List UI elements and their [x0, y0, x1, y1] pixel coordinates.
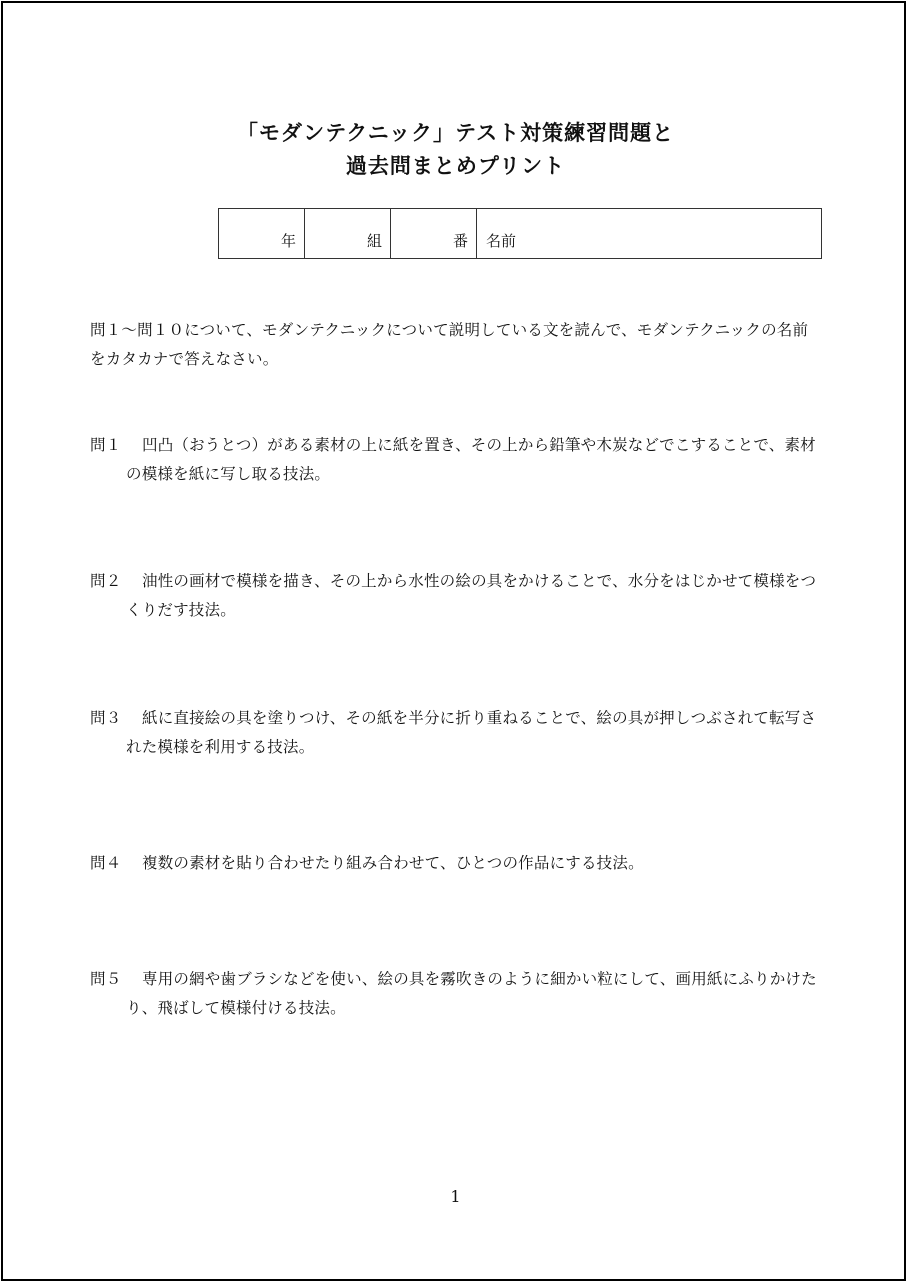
student-number-label: 番	[452, 232, 468, 250]
question-label: 問１	[90, 436, 122, 454]
class-label: 組	[366, 232, 382, 250]
question-text: 紙に直接絵の具を塗りつけ、その紙を半分に折り重ねることで、絵の具が押しつぶされて転写された模様を利用する技法。	[126, 709, 817, 756]
document-title-line-2: 過去問まとめプリント	[345, 154, 566, 178]
question-text: 複数の素材を貼り合わせたり組み合わせて、ひとつの作品にする技法。	[142, 854, 644, 872]
student-name-field[interactable]	[477, 209, 821, 258]
question-item	[90, 849, 818, 878]
page-number: 1	[450, 1187, 461, 1206]
document-title-line-1: 「モダンテクニック」テスト対策練習問題と	[236, 121, 675, 145]
question-item	[90, 431, 818, 489]
question-item	[90, 965, 818, 1023]
question-label: 問２	[90, 572, 122, 590]
question-item	[90, 704, 818, 762]
year-field[interactable]	[219, 209, 305, 258]
question-item	[90, 567, 818, 625]
student-name-label: 名前	[486, 232, 517, 250]
student-number-field[interactable]	[391, 209, 477, 258]
question-text: 油性の画材で模様を描き、その上から水性の絵の具をかけることで、水分をはじかせて模様をつくりだす技法。	[126, 572, 817, 619]
student-info-table	[218, 208, 822, 259]
question-label: 問５	[90, 970, 122, 988]
page-border	[1, 1, 906, 1281]
question-text: 凹凸（おうとつ）がある素材の上に紙を置き、その上から鉛筆や木炭などでこすることで、素材の模様を紙に写し取る技法。	[126, 436, 816, 483]
instructions-text: 問１～問１０について、モダンテクニックについて説明している文を読んで、モダンテクニックの名前をカタカナで答えなさい。	[90, 321, 809, 368]
question-label: 問３	[90, 709, 122, 727]
class-field[interactable]	[305, 209, 391, 258]
question-text: 専用の網や歯ブラシなどを使い、絵の具を霧吹きのように細かい粒にして、画用紙にふりかけたり、飛ばして模様付ける技法。	[126, 970, 817, 1017]
question-label: 問４	[90, 854, 122, 872]
year-label: 年	[280, 232, 296, 250]
